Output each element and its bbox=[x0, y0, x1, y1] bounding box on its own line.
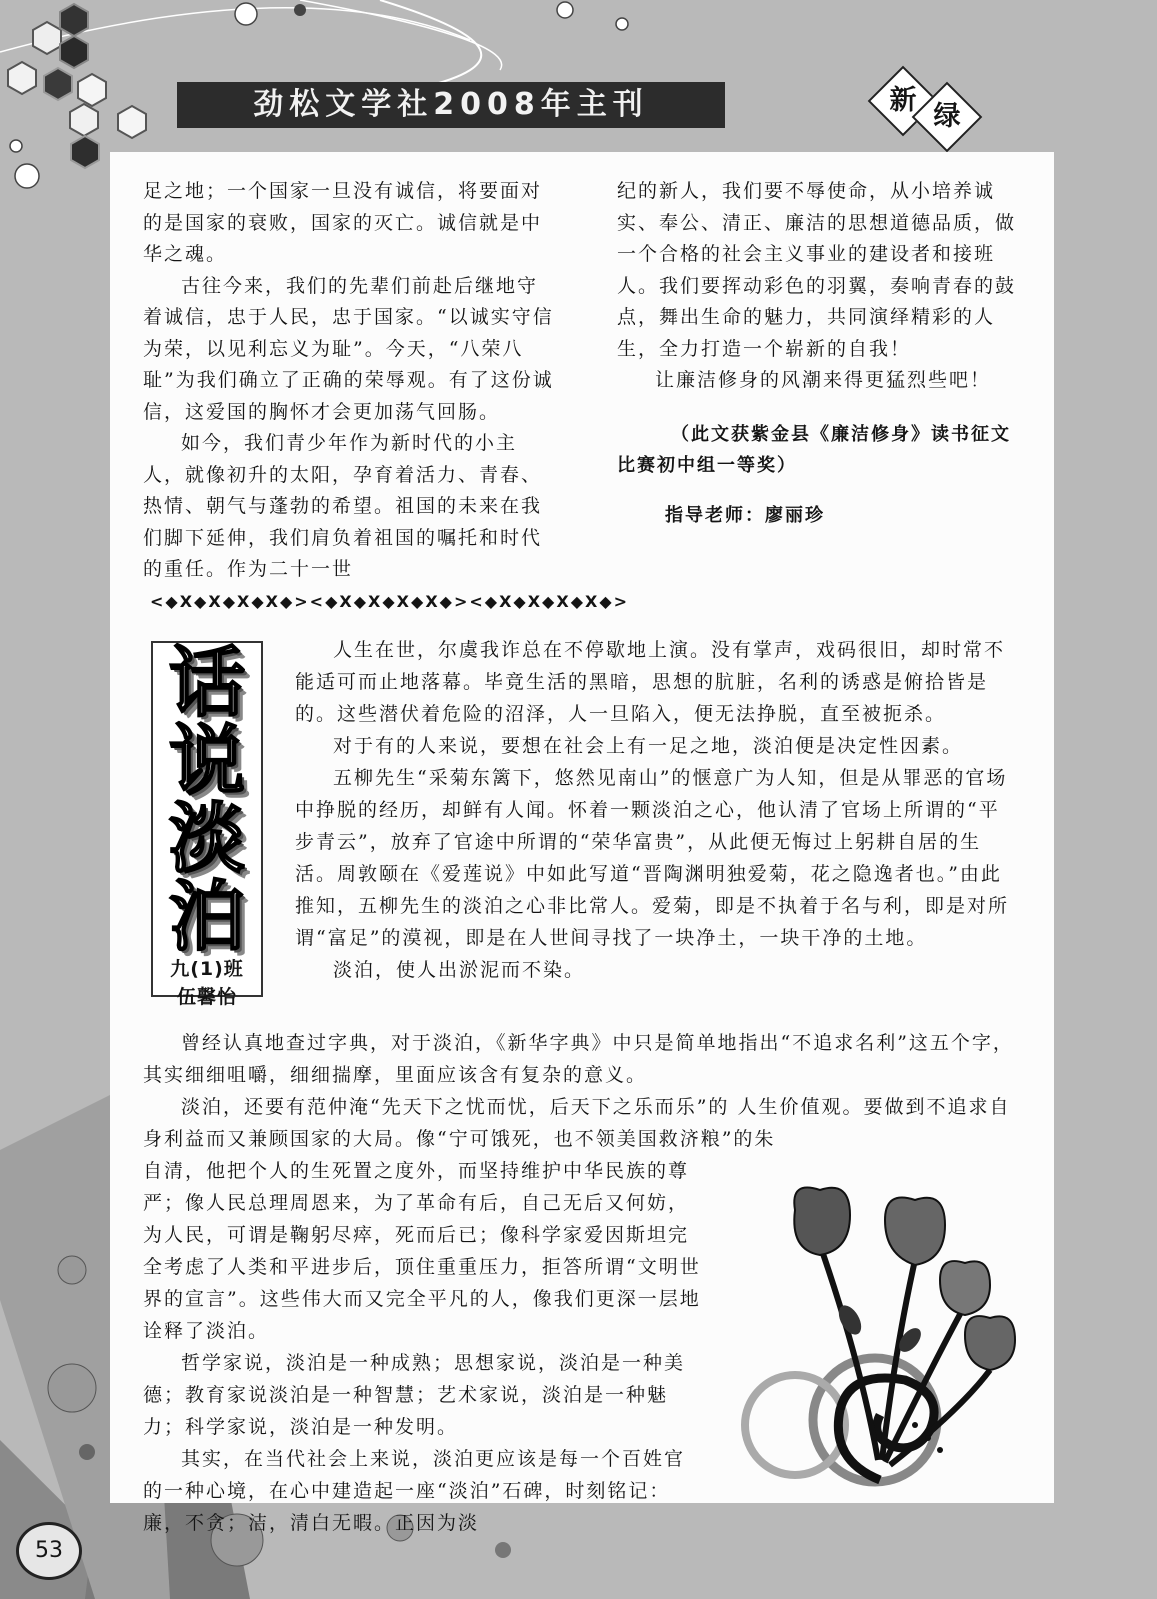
paragraph: 淡泊，使人出淤泥而不染。 bbox=[333, 959, 586, 981]
paragraph: 淡泊，还要有范仲淹“先天下之忧而忧，后天下之乐而乐”的 人生价值观。要做到不追求自身利益而又兼顾国家的大局。像“宁可饿死，也不领美国救济粮”的朱 bbox=[143, 1096, 1011, 1150]
badge-lv: 绿 bbox=[912, 82, 983, 153]
paragraph: 足之地；一个国家一旦没有诚信，将要面对的是国家的衰败，国家的灭亡。诚信就是中华之魂。 bbox=[143, 180, 543, 265]
paragraph: 纪的新人，我们要不辱使命，从小培养诚实、奉公、清正、廉洁的思想道德品质，做一个合格的社会主义事业的建设者和接班人。我们要挥动彩色的羽翼，奏响青春的鼓点，舞出生命的魅力，共同演绎精彩的人生，全力打造一个崭新的自我！ bbox=[617, 180, 1017, 360]
paragraph: 自清，他把个人的生死置之度外，而坚持维护中华民族的尊严；像人民总理周恩来，为了革命有后，自己无后又何妨，为人民，可谓是鞠躬尽瘁，死而后已；像科学家爱因斯坦完全考虑了人类和平进步后，顶住重重压力，拒答所谓“文明世界的宣言”。这些伟大而又完全平凡的人，像我们更深一层地诠释了淡泊。 bbox=[143, 1160, 701, 1342]
article2-title-box bbox=[151, 638, 263, 1008]
article1-right-column bbox=[617, 176, 1027, 531]
title-char: 说 bbox=[169, 716, 245, 805]
author-class: 九(1)班 bbox=[170, 958, 244, 980]
title-char: 泊 bbox=[169, 872, 245, 961]
paragraph: 让廉洁修身的风潮来得更猛烈些吧！ bbox=[655, 369, 992, 391]
paragraph: 对于有的人来说，要想在社会上有一足之地，淡泊便是决定性因素。 bbox=[333, 735, 964, 757]
paragraph: 如今，我们青少年作为新时代的小主人，就像初升的太阳，孕育着活力、青春、热情、朝气与蓬勃的希望。祖国的未来在我们脚下延伸，我们肩负着祖国的嘱托和时代的重任。作为二十一世 bbox=[143, 432, 543, 580]
badge-xin: 新 bbox=[868, 66, 939, 137]
title-char: 话 bbox=[169, 638, 245, 727]
flower-illustration bbox=[700, 1160, 1030, 1500]
title-char: 淡 bbox=[169, 794, 245, 883]
article1-left-column bbox=[143, 176, 556, 586]
author-name: 伍馨怡 bbox=[176, 986, 237, 1008]
article2-narrow-column bbox=[143, 1155, 701, 1539]
section-divider: <◆X◆X◆X◆X◆><◆X◆X◆X◆X◆><◆X◆X◆X◆X◆> bbox=[150, 592, 630, 611]
article2-full-width bbox=[143, 1027, 1023, 1155]
paragraph: 五柳先生“采菊东篱下，悠然见南山”的惬意广为人知，但是从罪恶的官场中挣脱的经历，却鲜有人闻。怀着一颗淡泊之心，他认清了官场上所谓的“平步青云”，放弃了官途中所谓的“荣华富贵”，从此便无悔过上躬耕自居的生活。周敦颐在《爱莲说》中如此写道“晋陶渊明独爱菊，花之隐逸者也。”由此推知，五柳先生的淡泊之心非比常人。爱菊，即是不执着于名与利，即是对所谓“富足”的漠视，即是在人世间寻找了一块净土，一块干净的土地。 bbox=[295, 767, 1010, 949]
page-number: 53 bbox=[16, 1522, 82, 1580]
magazine-header: 劲松文学社2008年主刊 bbox=[177, 82, 725, 128]
paragraph: 其实，在当代社会上来说，淡泊更应该是每一个百姓官的一种心境，在心中建造起一座“淡泊”石碑，时刻铭记：廉，不贪；洁，清白无暇。正因为淡 bbox=[143, 1448, 686, 1534]
award-note: （此文获紫金县《廉洁修身》读书征文比赛初中组一等奖） bbox=[617, 423, 1011, 476]
paragraph: 曾经认真地查过字典，对于淡泊，《新华字典》中只是简单地指出“不追求名利”这五个字，其实细细咀嚼，细细揣摩，里面应该含有复杂的意义。 bbox=[143, 1032, 1014, 1086]
paragraph: 哲学家说，淡泊是一种成熟；思想家说，淡泊是一种美德；教育家说淡泊是一种智慧；艺术家说，淡泊是一种魅力；科学家说，淡泊是一种发明。 bbox=[143, 1352, 686, 1438]
teacher-credit: 指导老师：廖丽珍 bbox=[665, 504, 825, 526]
paragraph: 人生在世，尔虞我诈总在不停歇地上演。没有掌声，戏码很旧，却时常不能适可而止地落幕。毕竟生活的黑暗，思想的肮脏，名利的诱惑是俯拾皆是的。这些潜伏着危险的沼泽，人一旦陷入，便无法挣脱，直至被扼杀。 bbox=[295, 639, 1006, 725]
paragraph: 古往今来，我们的先辈们前赴后继地守着诚信，忠于人民，忠于国家。“以诚实守信为荣，以见利忘义为耻”。今天，“八荣八耻”为我们确立了正确的荣辱观。有了这份诚信，这爱国的胸怀才会更加荡气回肠。 bbox=[143, 274, 554, 423]
article2-text-beside-title bbox=[295, 634, 1018, 986]
